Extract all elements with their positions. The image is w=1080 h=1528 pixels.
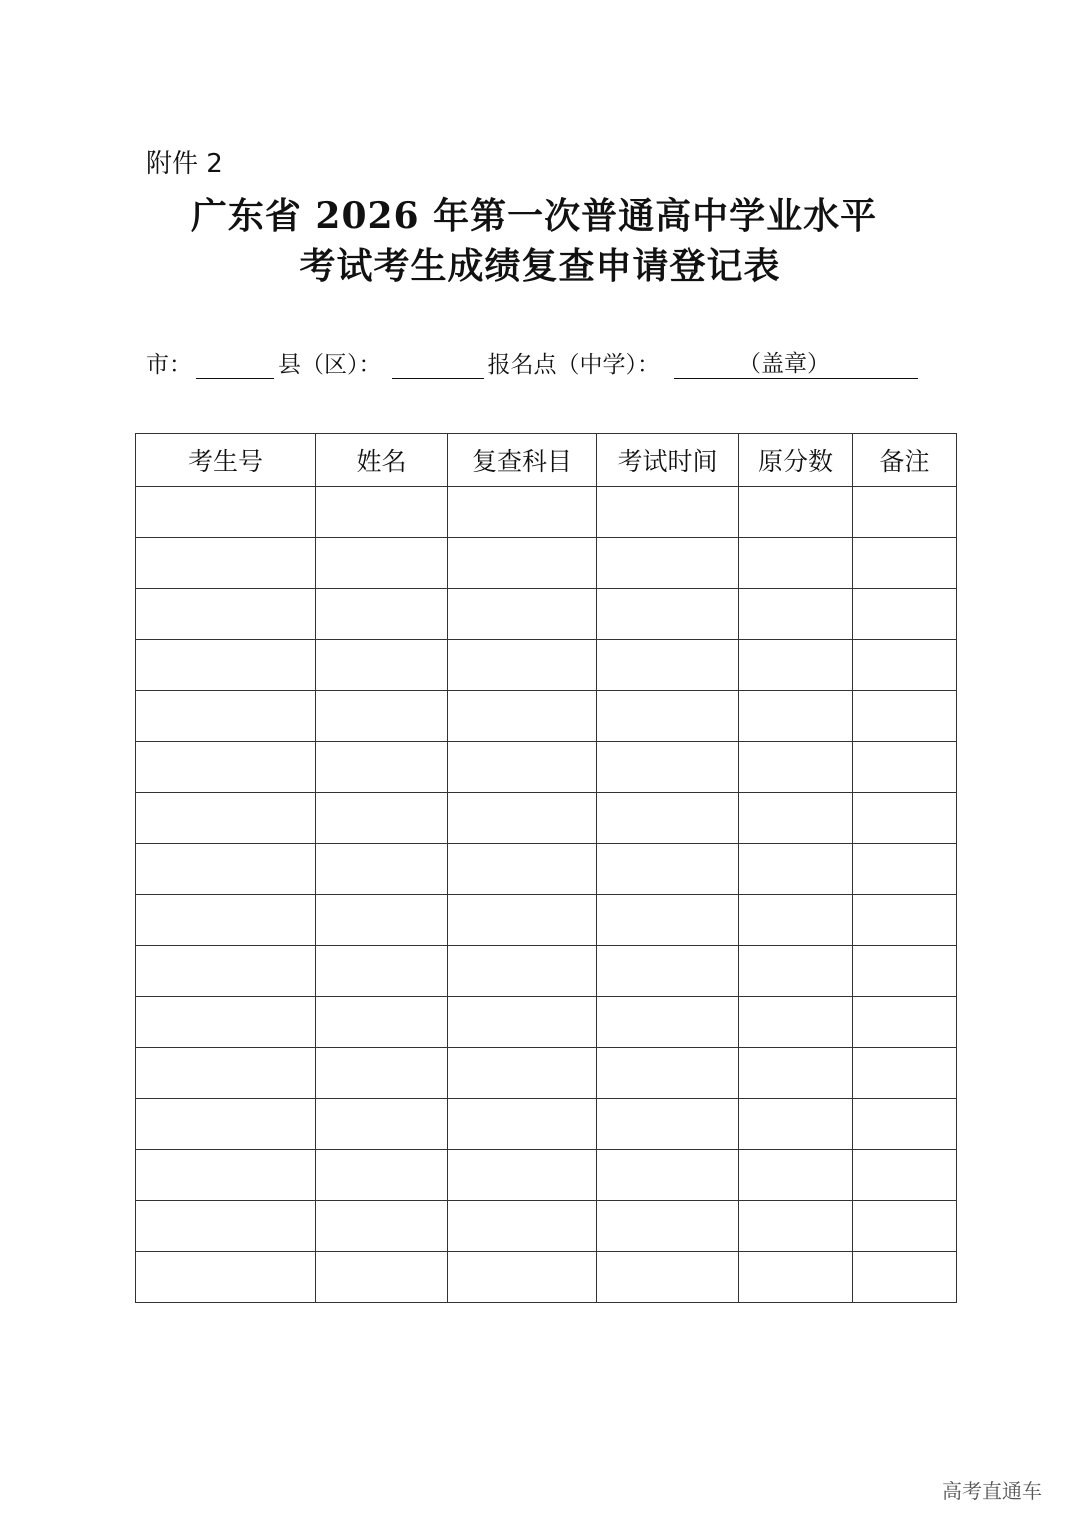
table-cell[interactable] xyxy=(316,997,448,1048)
table-cell[interactable] xyxy=(739,589,853,640)
table-cell[interactable] xyxy=(853,997,957,1048)
table-row xyxy=(136,1201,957,1252)
table-row xyxy=(136,1048,957,1099)
review-application-table xyxy=(135,433,957,1303)
table-row xyxy=(136,793,957,844)
table-cell[interactable] xyxy=(136,538,316,589)
table-cell[interactable] xyxy=(136,1252,316,1303)
attachment-label: 附件 2 xyxy=(146,149,223,179)
table-body xyxy=(136,487,957,1303)
table-cell[interactable] xyxy=(316,793,448,844)
table-cell[interactable] xyxy=(448,487,597,538)
table-cell[interactable] xyxy=(853,895,957,946)
table-cell[interactable] xyxy=(853,946,957,997)
table-cell[interactable] xyxy=(739,1150,853,1201)
document-title-line1: 广东省 2026 年第一次普通高中学业水平 xyxy=(190,195,878,237)
table-cell[interactable] xyxy=(597,640,739,691)
table-cell[interactable] xyxy=(448,640,597,691)
table-cell[interactable] xyxy=(316,1252,448,1303)
table-cell[interactable] xyxy=(739,946,853,997)
table-cell[interactable] xyxy=(136,1099,316,1150)
table-cell[interactable] xyxy=(739,1099,853,1150)
table-cell[interactable] xyxy=(448,1150,597,1201)
col-header-exam-time: 考试时间 xyxy=(597,434,739,487)
table-cell[interactable] xyxy=(739,844,853,895)
table-row xyxy=(136,589,957,640)
table-cell[interactable] xyxy=(739,1048,853,1099)
table-cell[interactable] xyxy=(136,742,316,793)
table-cell[interactable] xyxy=(853,844,957,895)
table-cell[interactable] xyxy=(448,895,597,946)
table-cell[interactable] xyxy=(448,1252,597,1303)
table-cell[interactable] xyxy=(853,1048,957,1099)
col-header-review-subject: 复查科目 xyxy=(448,434,597,487)
table-cell[interactable] xyxy=(597,1201,739,1252)
table-row xyxy=(136,997,957,1048)
table-cell[interactable] xyxy=(597,895,739,946)
table-row xyxy=(136,691,957,742)
table-row xyxy=(136,895,957,946)
table-row xyxy=(136,742,957,793)
county-label: 县（区）： xyxy=(278,352,382,378)
col-header-exam-number: 考生号 xyxy=(136,434,316,487)
table-cell[interactable] xyxy=(597,1150,739,1201)
table-cell[interactable] xyxy=(316,946,448,997)
table-cell[interactable] xyxy=(597,538,739,589)
table-cell[interactable] xyxy=(316,589,448,640)
col-header-remarks: 备注 xyxy=(853,434,957,487)
table-cell[interactable] xyxy=(853,1201,957,1252)
table-cell[interactable] xyxy=(853,589,957,640)
table-cell[interactable] xyxy=(597,1252,739,1303)
table-row xyxy=(136,487,957,538)
table-cell[interactable] xyxy=(136,589,316,640)
table-cell[interactable] xyxy=(136,1048,316,1099)
table-cell[interactable] xyxy=(316,538,448,589)
table-row xyxy=(136,946,957,997)
table-cell[interactable] xyxy=(739,1201,853,1252)
table-cell[interactable] xyxy=(853,1099,957,1150)
table-row xyxy=(136,1150,957,1201)
table-cell[interactable] xyxy=(136,1150,316,1201)
city-field[interactable] xyxy=(196,352,274,379)
table-cell[interactable] xyxy=(136,691,316,742)
table-cell[interactable] xyxy=(316,742,448,793)
table-cell[interactable] xyxy=(853,487,957,538)
table-cell[interactable] xyxy=(853,538,957,589)
table-cell[interactable] xyxy=(136,1201,316,1252)
table-cell[interactable] xyxy=(597,589,739,640)
table-cell[interactable] xyxy=(448,1201,597,1252)
table-cell[interactable] xyxy=(853,1150,957,1201)
table-cell[interactable] xyxy=(136,487,316,538)
table-cell[interactable] xyxy=(739,691,853,742)
table-cell[interactable] xyxy=(316,1150,448,1201)
county-field[interactable] xyxy=(392,352,484,379)
table-cell[interactable] xyxy=(853,640,957,691)
table-cell[interactable] xyxy=(853,742,957,793)
table-cell[interactable] xyxy=(597,997,739,1048)
table-cell[interactable] xyxy=(448,538,597,589)
table-cell[interactable] xyxy=(448,1048,597,1099)
table-cell[interactable] xyxy=(448,793,597,844)
document-title-line2: 考试考生成绩复查申请登记表 xyxy=(299,245,781,287)
table-cell[interactable] xyxy=(136,640,316,691)
watermark: 高考直通车 xyxy=(942,1479,1042,1503)
table-cell[interactable] xyxy=(316,1201,448,1252)
table-cell[interactable] xyxy=(739,742,853,793)
table-cell[interactable] xyxy=(739,895,853,946)
table-cell[interactable] xyxy=(853,793,957,844)
table-cell[interactable] xyxy=(597,742,739,793)
table-cell[interactable] xyxy=(853,691,957,742)
registration-label: 报名点（中学）： xyxy=(487,352,660,378)
table-cell[interactable] xyxy=(448,946,597,997)
table-row xyxy=(136,640,957,691)
table-cell[interactable] xyxy=(316,487,448,538)
table-cell[interactable] xyxy=(136,844,316,895)
table-cell[interactable] xyxy=(316,1099,448,1150)
col-header-original-score: 原分数 xyxy=(739,434,853,487)
registration-field[interactable] xyxy=(674,345,918,379)
table-cell[interactable] xyxy=(316,844,448,895)
table-cell[interactable] xyxy=(597,844,739,895)
city-label: 市： xyxy=(146,352,192,378)
table-cell[interactable] xyxy=(448,1099,597,1150)
table-row xyxy=(136,1252,957,1303)
table-cell[interactable] xyxy=(597,793,739,844)
table-cell[interactable] xyxy=(136,895,316,946)
table-cell[interactable] xyxy=(853,1252,957,1303)
table-cell[interactable] xyxy=(739,997,853,1048)
table-row xyxy=(136,844,957,895)
table-cell[interactable] xyxy=(597,1099,739,1150)
table-cell[interactable] xyxy=(739,640,853,691)
table-cell[interactable] xyxy=(448,589,597,640)
table-cell[interactable] xyxy=(316,1048,448,1099)
table-cell[interactable] xyxy=(739,487,853,538)
table-cell[interactable] xyxy=(597,1048,739,1099)
table-header-row xyxy=(136,434,957,487)
table-cell[interactable] xyxy=(597,946,739,997)
table-row xyxy=(136,1099,957,1150)
col-header-name: 姓名 xyxy=(316,434,448,487)
table-cell[interactable] xyxy=(316,895,448,946)
table-cell[interactable] xyxy=(739,793,853,844)
table-cell[interactable] xyxy=(739,538,853,589)
table-cell[interactable] xyxy=(597,691,739,742)
table-cell[interactable] xyxy=(448,742,597,793)
table-cell[interactable] xyxy=(739,1252,853,1303)
table-cell[interactable] xyxy=(136,997,316,1048)
table-row xyxy=(136,538,957,589)
table-cell[interactable] xyxy=(448,844,597,895)
table-cell[interactable] xyxy=(448,997,597,1048)
table-cell[interactable] xyxy=(136,793,316,844)
table-cell[interactable] xyxy=(448,691,597,742)
header-fields xyxy=(146,345,918,379)
table-cell[interactable] xyxy=(316,691,448,742)
table-cell[interactable] xyxy=(316,640,448,691)
table-cell[interactable] xyxy=(597,487,739,538)
table-cell[interactable] xyxy=(136,946,316,997)
seal-label: （盖章） xyxy=(738,351,830,377)
